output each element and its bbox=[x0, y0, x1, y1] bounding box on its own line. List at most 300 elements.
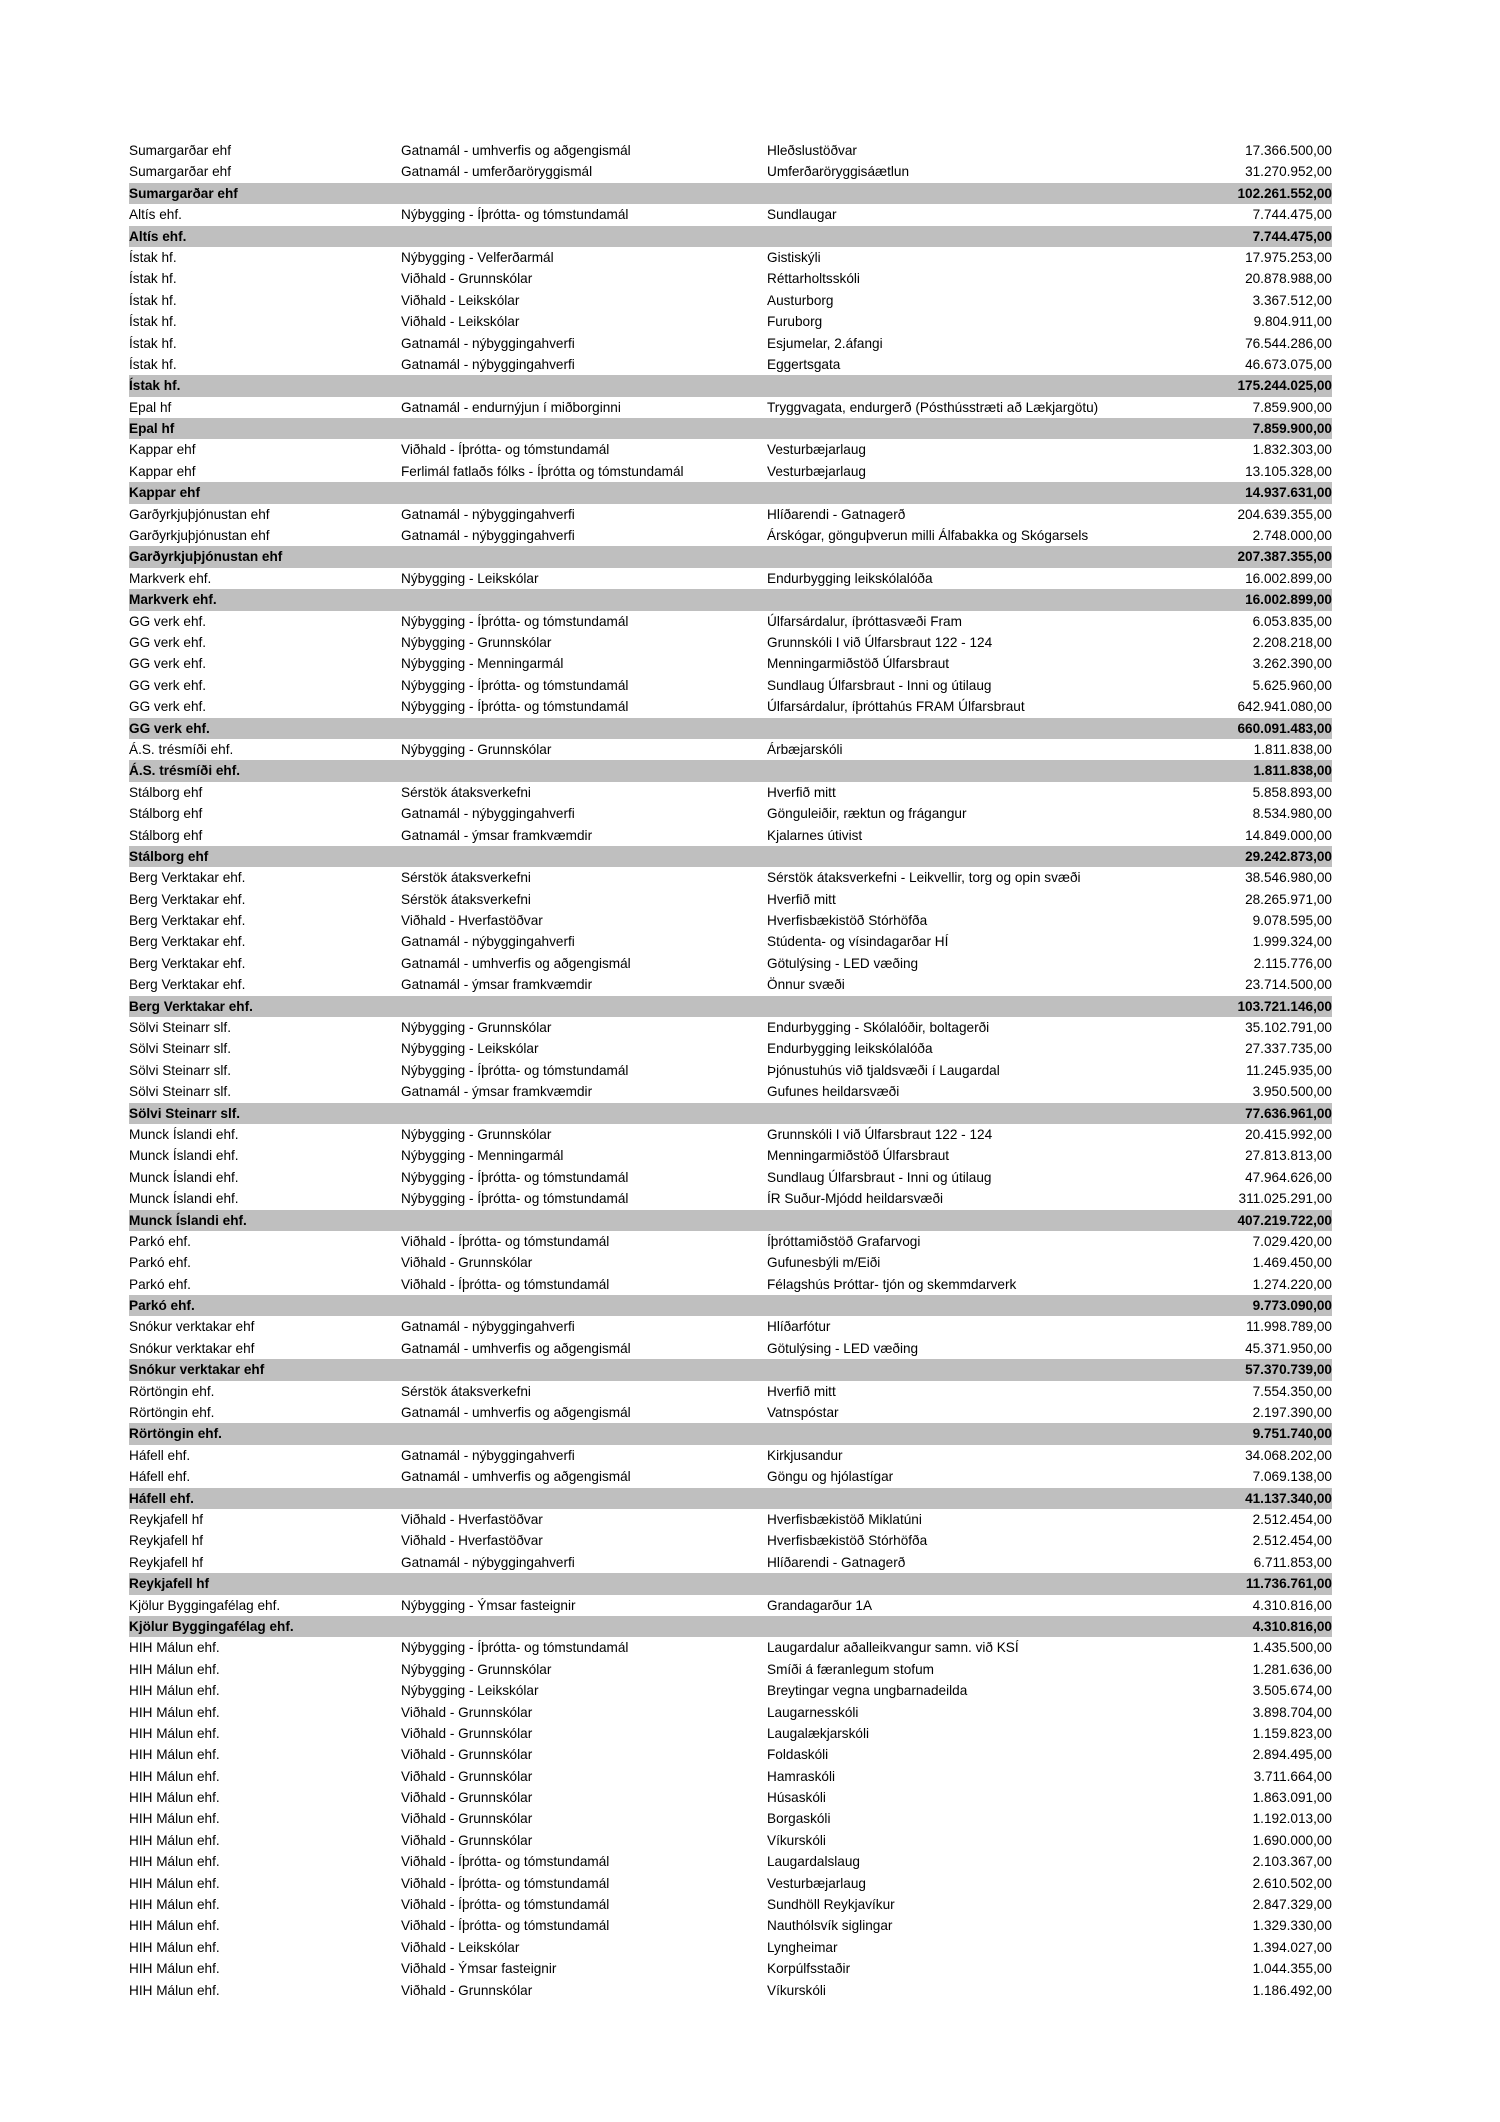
category-cell bbox=[401, 1616, 767, 1637]
amount-cell: 47.964.626,00 bbox=[1245, 1169, 1332, 1185]
table-row bbox=[129, 525, 1332, 546]
category-cell: Gatnamál - nýbyggingahverfi bbox=[401, 528, 575, 544]
subtotal-row bbox=[129, 718, 1332, 739]
company-cell: Snókur verktakar ehf bbox=[129, 1362, 265, 1378]
subtotal-row bbox=[129, 1573, 1332, 1594]
project-cell bbox=[767, 1103, 1177, 1124]
project-cell: Víkurskóli bbox=[767, 1982, 826, 1998]
project-cell: Laugardalslaug bbox=[767, 1854, 860, 1870]
category-cell: Nýbygging - Íþrótta- og tómstundamál bbox=[401, 207, 629, 223]
category-cell: Gatnamál - nýbyggingahverfi bbox=[401, 335, 575, 351]
amount-cell: 76.544.286,00 bbox=[1245, 335, 1332, 351]
amount-cell: 41.137.340,00 bbox=[1245, 1490, 1332, 1506]
project-cell bbox=[767, 482, 1177, 503]
amount-cell: 1.274.220,00 bbox=[1252, 1276, 1332, 1292]
table-row bbox=[129, 1787, 1332, 1808]
amount-cell: 1.044.355,00 bbox=[1252, 1961, 1332, 1977]
project-cell: Árbæjarskóli bbox=[767, 741, 843, 757]
amount-cell: 17.366.500,00 bbox=[1245, 143, 1332, 158]
company-cell: Munck Íslandi ehf. bbox=[129, 1191, 239, 1207]
amount-cell: 9.751.740,00 bbox=[1252, 1426, 1332, 1442]
company-cell: Ístak hf. bbox=[129, 292, 177, 308]
project-cell bbox=[767, 1359, 1177, 1380]
project-cell bbox=[767, 1616, 1177, 1637]
category-cell: Gatnamál - nýbyggingahverfi bbox=[401, 806, 575, 822]
project-cell: Sundlaugar bbox=[767, 207, 837, 223]
project-cell: Íþróttamiðstöð Grafarvogi bbox=[767, 1233, 921, 1249]
amount-cell: 14.937.631,00 bbox=[1245, 485, 1332, 501]
project-cell: Úlfarsárdalur, íþróttahús FRAM Úlfarsbraut bbox=[767, 699, 1025, 715]
table-row bbox=[129, 803, 1332, 824]
category-cell: Nýbygging - Leikskólar bbox=[401, 570, 539, 586]
category-cell: Gatnamál - nýbyggingahverfi bbox=[401, 1319, 575, 1335]
project-cell: Hlíðarendi - Gatnagerð bbox=[767, 1554, 906, 1570]
company-cell: Stálborg ehf bbox=[129, 806, 203, 822]
company-cell: Berg Verktakar ehf. bbox=[129, 955, 246, 971]
table-row bbox=[129, 1038, 1332, 1059]
project-cell: Vatnspóstar bbox=[767, 1405, 839, 1421]
amount-cell: 2.610.502,00 bbox=[1252, 1875, 1332, 1891]
table-row bbox=[129, 439, 1332, 460]
amount-cell: 1.435.500,00 bbox=[1252, 1640, 1332, 1656]
company-cell: Háfell ehf. bbox=[129, 1490, 194, 1506]
amount-cell: 20.415.992,00 bbox=[1245, 1126, 1332, 1142]
amount-cell: 3.950.500,00 bbox=[1252, 1084, 1332, 1100]
project-cell: Umferðaröryggisáætlun bbox=[767, 164, 910, 180]
project-cell: Önnur svæði bbox=[767, 977, 845, 993]
table-row bbox=[129, 1316, 1332, 1337]
table-row bbox=[129, 1808, 1332, 1829]
company-cell: Berg Verktakar ehf. bbox=[129, 998, 253, 1014]
subtotal-row bbox=[129, 1616, 1332, 1637]
company-cell: Garðyrkjuþjónustan ehf bbox=[129, 528, 270, 544]
table-row bbox=[129, 1723, 1332, 1744]
table-row bbox=[129, 825, 1332, 846]
subtotal-row bbox=[129, 226, 1332, 247]
company-cell: Berg Verktakar ehf. bbox=[129, 891, 246, 907]
category-cell: Viðhald - Grunnskólar bbox=[401, 1811, 533, 1827]
table-row bbox=[129, 1702, 1332, 1723]
company-cell: Reykjafell hf bbox=[129, 1576, 210, 1592]
category-cell: Nýbygging - Íþrótta- og tómstundamál bbox=[401, 1062, 629, 1078]
category-cell: Viðhald - Grunnskólar bbox=[401, 1255, 533, 1271]
subtotal-row bbox=[129, 760, 1332, 781]
category-cell: Viðhald - Leikskólar bbox=[401, 292, 520, 308]
project-cell: Hlíðarendi - Gatnagerð bbox=[767, 506, 906, 522]
project-cell: Grunnskóli I við Úlfarsbraut 122 - 124 bbox=[767, 1126, 993, 1142]
amount-cell: 1.192.013,00 bbox=[1252, 1811, 1332, 1827]
table-row bbox=[129, 1274, 1332, 1295]
amount-cell: 2.894.495,00 bbox=[1252, 1747, 1332, 1763]
category-cell: Viðhald - Leikskólar bbox=[401, 1939, 520, 1955]
category-cell: Viðhald - Íþrótta- og tómstundamál bbox=[401, 1918, 610, 1934]
category-cell: Nýbygging - Íþrótta- og tómstundamál bbox=[401, 677, 629, 693]
table-row bbox=[129, 1894, 1332, 1915]
category-cell: Nýbygging - Menningarmál bbox=[401, 656, 564, 672]
amount-cell: 7.744.475,00 bbox=[1252, 207, 1332, 223]
amount-cell: 3.262.390,00 bbox=[1252, 656, 1332, 672]
amount-cell: 28.265.971,00 bbox=[1245, 891, 1332, 907]
company-cell: GG verk ehf. bbox=[129, 634, 207, 650]
company-cell: HIH Málun ehf. bbox=[129, 1683, 220, 1699]
table-row bbox=[129, 1830, 1332, 1851]
company-cell: Sölvi Steinarr slf. bbox=[129, 1062, 231, 1078]
project-cell bbox=[767, 760, 1177, 781]
amount-cell: 1.281.636,00 bbox=[1252, 1661, 1332, 1677]
company-cell: HIH Málun ehf. bbox=[129, 1939, 220, 1955]
table-row bbox=[129, 1145, 1332, 1166]
table-row bbox=[129, 1124, 1332, 1145]
subtotal-row bbox=[129, 546, 1332, 567]
amount-cell: 1.811.838,00 bbox=[1253, 763, 1332, 779]
company-cell: Berg Verktakar ehf. bbox=[129, 913, 246, 929]
amount-cell: 7.029.420,00 bbox=[1252, 1233, 1332, 1249]
subtotal-row bbox=[129, 375, 1332, 396]
category-cell: Nýbygging - Leikskólar bbox=[401, 1041, 539, 1057]
company-cell: Markverk ehf. bbox=[129, 570, 212, 586]
category-cell: Sérstök átaksverkefni bbox=[401, 891, 531, 907]
amount-cell: 57.370.739,00 bbox=[1245, 1362, 1332, 1378]
amount-cell: 34.068.202,00 bbox=[1245, 1447, 1332, 1463]
company-cell: Berg Verktakar ehf. bbox=[129, 934, 246, 950]
amount-cell: 1.863.091,00 bbox=[1252, 1790, 1332, 1806]
amount-cell: 175.244.025,00 bbox=[1237, 378, 1332, 394]
table-row bbox=[129, 247, 1332, 268]
project-cell: Kirkjusandur bbox=[767, 1447, 843, 1463]
project-cell: Austurborg bbox=[767, 292, 834, 308]
company-cell: Stálborg ehf bbox=[129, 848, 209, 864]
category-cell: Viðhald - Íþrótta- og tómstundamál bbox=[401, 1875, 610, 1891]
company-cell: Ístak hf. bbox=[129, 378, 181, 394]
category-cell: Gatnamál - ýmsar framkvæmdir bbox=[401, 977, 593, 993]
project-cell: Esjumelar, 2.áfangi bbox=[767, 335, 883, 351]
category-cell: Viðhald - Hverfastöðvar bbox=[401, 913, 543, 929]
amount-cell: 23.714.500,00 bbox=[1245, 977, 1332, 993]
table-row bbox=[129, 696, 1332, 717]
category-cell: Nýbygging - Íþrótta- og tómstundamál bbox=[401, 1191, 629, 1207]
project-cell: Húsaskóli bbox=[767, 1790, 826, 1806]
amount-cell: 35.102.791,00 bbox=[1245, 1020, 1332, 1036]
category-cell: Gatnamál - umferðaröryggismál bbox=[401, 164, 593, 180]
project-cell: Laugalækjarskóli bbox=[767, 1725, 870, 1741]
subtotal-row bbox=[129, 1423, 1332, 1444]
category-cell: Sérstök átaksverkefni bbox=[401, 784, 531, 800]
amount-cell: 7.069.138,00 bbox=[1252, 1469, 1332, 1485]
category-cell bbox=[401, 183, 767, 204]
amount-cell: 7.859.900,00 bbox=[1252, 421, 1332, 437]
project-cell: Lyngheimar bbox=[767, 1939, 838, 1955]
company-cell: Ístak hf. bbox=[129, 314, 177, 330]
project-cell: Hverfið mitt bbox=[767, 1383, 836, 1399]
company-cell: GG verk ehf. bbox=[129, 613, 207, 629]
amount-cell: 4.310.816,00 bbox=[1252, 1597, 1332, 1613]
company-cell: Sumargarðar ehf bbox=[129, 164, 232, 180]
amount-cell: 8.534.980,00 bbox=[1252, 806, 1332, 822]
table-row bbox=[129, 504, 1332, 525]
amount-cell: 2.748.000,00 bbox=[1252, 528, 1332, 544]
table-row bbox=[129, 1873, 1332, 1894]
project-cell: Vesturbæjarlaug bbox=[767, 463, 866, 479]
amount-cell: 5.625.960,00 bbox=[1252, 677, 1332, 693]
table-row bbox=[129, 889, 1332, 910]
table-row bbox=[129, 1017, 1332, 1038]
amount-cell: 16.002.899,00 bbox=[1245, 592, 1332, 608]
project-cell bbox=[767, 1210, 1177, 1231]
table-row bbox=[129, 1188, 1332, 1209]
subtotal-row bbox=[129, 589, 1332, 610]
project-cell: Hverfisbækistöð Stórhöfða bbox=[767, 1533, 928, 1549]
project-cell: Þjónustuhús við tjaldsvæði í Laugardal bbox=[767, 1062, 1000, 1078]
amount-cell: 3.367.512,00 bbox=[1252, 292, 1332, 308]
amount-cell: 6.053.835,00 bbox=[1252, 613, 1332, 629]
company-cell: Háfell ehf. bbox=[129, 1469, 191, 1485]
category-cell: Nýbygging - Grunnskólar bbox=[401, 741, 552, 757]
category-cell bbox=[401, 482, 767, 503]
project-cell: Úlfarsárdalur, íþróttasvæði Fram bbox=[767, 613, 962, 629]
category-cell: Nýbygging - Ýmsar fasteignir bbox=[401, 1597, 576, 1613]
amount-cell: 1.159.823,00 bbox=[1252, 1725, 1332, 1741]
company-cell: Sölvi Steinarr slf. bbox=[129, 1084, 231, 1100]
project-cell: Hverfið mitt bbox=[767, 784, 836, 800]
company-cell: Á.S. trésmíði ehf. bbox=[129, 763, 241, 779]
project-cell bbox=[767, 1295, 1177, 1316]
company-cell: Rörtöngin ehf. bbox=[129, 1383, 215, 1399]
table-row bbox=[129, 1381, 1332, 1402]
amount-cell: 17.975.253,00 bbox=[1245, 249, 1332, 265]
company-cell: Kappar ehf bbox=[129, 463, 196, 479]
project-cell bbox=[767, 546, 1177, 567]
category-cell: Gatnamál - nýbyggingahverfi bbox=[401, 934, 575, 950]
amount-cell: 11.736.761,00 bbox=[1245, 1576, 1332, 1592]
subtotal-row bbox=[129, 1210, 1332, 1231]
category-cell: Viðhald - Grunnskólar bbox=[401, 1747, 533, 1763]
project-cell: Laugardalur aðalleikvangur samn. við KSÍ bbox=[767, 1640, 1019, 1656]
project-cell: Laugarnesskóli bbox=[767, 1704, 859, 1720]
company-cell: Sölvi Steinarr slf. bbox=[129, 1020, 231, 1036]
project-cell: Endurbygging - Skólalóðir, boltagerði bbox=[767, 1020, 990, 1036]
amount-cell: 31.270.952,00 bbox=[1245, 164, 1332, 180]
amount-cell: 207.387.355,00 bbox=[1237, 549, 1332, 565]
category-cell: Viðhald - Grunnskólar bbox=[401, 271, 533, 287]
project-cell: Stúdenta- og vísindagarðar HÍ bbox=[767, 934, 949, 950]
amount-cell: 1.811.838,00 bbox=[1253, 741, 1332, 757]
amount-cell: 4.310.816,00 bbox=[1252, 1618, 1332, 1634]
category-cell: Nýbygging - Íþrótta- og tómstundamál bbox=[401, 1640, 629, 1656]
category-cell bbox=[401, 418, 767, 439]
category-cell: Gatnamál - nýbyggingahverfi bbox=[401, 356, 575, 372]
table-row bbox=[129, 675, 1332, 696]
table-row bbox=[129, 1509, 1332, 1530]
company-cell: Sölvi Steinarr slf. bbox=[129, 1041, 231, 1057]
project-cell: Menningarmiðstöð Úlfarsbraut bbox=[767, 1148, 950, 1164]
subtotal-row bbox=[129, 183, 1332, 204]
subtotal-row bbox=[129, 418, 1332, 439]
category-cell: Nýbygging - Íþrótta- og tómstundamál bbox=[401, 699, 629, 715]
category-cell: Sérstök átaksverkefni bbox=[401, 870, 531, 886]
company-cell: Ístak hf. bbox=[129, 249, 177, 265]
company-cell: Stálborg ehf bbox=[129, 827, 203, 843]
amount-cell: 11.245.935,00 bbox=[1246, 1062, 1332, 1078]
amount-cell: 1.186.492,00 bbox=[1252, 1982, 1332, 1998]
project-cell: Vesturbæjarlaug bbox=[767, 442, 866, 458]
category-cell: Gatnamál - umhverfis og aðgengismál bbox=[401, 1405, 631, 1421]
amount-cell: 3.898.704,00 bbox=[1252, 1704, 1332, 1720]
project-cell: Hverfisbækistöð Miklatúni bbox=[767, 1512, 922, 1527]
company-cell: Altís ehf. bbox=[129, 207, 182, 223]
table-row bbox=[129, 653, 1332, 674]
table-row bbox=[129, 204, 1332, 225]
table-row bbox=[129, 1744, 1332, 1765]
company-cell: Ístak hf. bbox=[129, 356, 177, 372]
company-cell: Kappar ehf bbox=[129, 485, 201, 501]
amount-cell: 2.208.218,00 bbox=[1252, 634, 1332, 650]
company-cell: Reykjafell hf bbox=[129, 1533, 204, 1549]
subtotal-row bbox=[129, 1295, 1332, 1316]
company-cell: Sumargarðar ehf bbox=[129, 185, 238, 201]
table-row bbox=[129, 782, 1332, 803]
category-cell: Viðhald - Grunnskólar bbox=[401, 1790, 533, 1806]
company-cell: HIH Málun ehf. bbox=[129, 1918, 220, 1934]
project-cell: Hlíðarfótur bbox=[767, 1319, 831, 1335]
project-cell: Hleðslustöðvar bbox=[767, 143, 857, 158]
company-cell: HIH Málun ehf. bbox=[129, 1768, 220, 1784]
project-cell bbox=[767, 226, 1177, 247]
project-cell: Sundhöll Reykjavíkur bbox=[767, 1897, 895, 1913]
amount-cell: 13.105.328,00 bbox=[1245, 463, 1332, 479]
table-row bbox=[129, 632, 1332, 653]
company-cell: GG verk ehf. bbox=[129, 677, 207, 693]
table-row bbox=[129, 1595, 1332, 1616]
category-cell: Viðhald - Íþrótta- og tómstundamál bbox=[401, 442, 610, 458]
project-cell: Gönguleiðir, ræktun og frágangur bbox=[767, 806, 967, 822]
amount-cell: 1.999.324,00 bbox=[1252, 934, 1332, 950]
table-row bbox=[129, 1552, 1332, 1573]
project-cell: Hamraskóli bbox=[767, 1768, 835, 1784]
company-cell: Kappar ehf bbox=[129, 442, 196, 458]
category-cell bbox=[401, 1210, 767, 1231]
project-cell: Réttarholtsskóli bbox=[767, 271, 860, 287]
company-cell: Kjölur Byggingafélag ehf. bbox=[129, 1597, 281, 1613]
amount-cell: 14.849.000,00 bbox=[1245, 827, 1332, 843]
table-row bbox=[129, 1958, 1332, 1979]
project-cell bbox=[767, 1573, 1177, 1594]
table-row bbox=[129, 461, 1332, 482]
project-cell: Götulýsing - LED væðing bbox=[767, 955, 919, 971]
project-cell: Nauthólsvík siglingar bbox=[767, 1918, 893, 1934]
category-cell: Viðhald - Hverfastöðvar bbox=[401, 1512, 543, 1527]
category-cell: Viðhald - Grunnskólar bbox=[401, 1768, 533, 1784]
amount-cell: 5.858.893,00 bbox=[1252, 784, 1332, 800]
category-cell bbox=[401, 375, 767, 396]
project-cell: ÍR Suður-Mjódd heildarsvæði bbox=[767, 1191, 944, 1207]
table-row bbox=[129, 1915, 1332, 1936]
amount-cell: 2.512.454,00 bbox=[1252, 1512, 1332, 1527]
amount-cell: 1.832.303,00 bbox=[1252, 442, 1332, 458]
project-cell: Árskógar, gönguþverun milli Álfabakka og Skógarsels bbox=[767, 528, 1089, 544]
company-cell: HIH Málun ehf. bbox=[129, 1875, 220, 1891]
company-cell: Snókur verktakar ehf bbox=[129, 1340, 255, 1356]
company-cell: Epal hf bbox=[129, 399, 172, 415]
table-row bbox=[129, 568, 1332, 589]
category-cell: Sérstök átaksverkefni bbox=[401, 1383, 531, 1399]
table-row bbox=[129, 1402, 1332, 1423]
amount-cell: 1.394.027,00 bbox=[1252, 1939, 1332, 1955]
company-cell: Garðyrkjuþjónustan ehf bbox=[129, 506, 270, 522]
amount-cell: 2.512.454,00 bbox=[1252, 1533, 1332, 1549]
company-cell: Reykjafell hf bbox=[129, 1512, 204, 1527]
project-cell bbox=[767, 418, 1177, 439]
table-row bbox=[129, 397, 1332, 418]
table-row bbox=[129, 1766, 1332, 1787]
table-row bbox=[129, 1937, 1332, 1958]
project-cell: Víkurskóli bbox=[767, 1832, 826, 1848]
category-cell: Gatnamál - umhverfis og aðgengismál bbox=[401, 1340, 631, 1356]
category-cell bbox=[401, 589, 767, 610]
subtotal-row bbox=[129, 482, 1332, 503]
company-cell: Berg Verktakar ehf. bbox=[129, 977, 246, 993]
category-cell: Nýbygging - Íþrótta- og tómstundamál bbox=[401, 1169, 629, 1185]
company-cell: Rörtöngin ehf. bbox=[129, 1426, 222, 1442]
table-row bbox=[129, 161, 1332, 182]
amount-cell: 27.813.813,00 bbox=[1245, 1148, 1332, 1164]
subtotal-row bbox=[129, 1359, 1332, 1380]
company-cell: Parkó ehf. bbox=[129, 1255, 191, 1271]
category-cell bbox=[401, 1295, 767, 1316]
amount-cell: 2.847.329,00 bbox=[1252, 1897, 1332, 1913]
company-cell: HIH Málun ehf. bbox=[129, 1747, 220, 1763]
company-cell: Reykjafell hf bbox=[129, 1554, 204, 1570]
category-cell: Viðhald - Íþrótta- og tómstundamál bbox=[401, 1897, 610, 1913]
subtotal-row bbox=[129, 846, 1332, 867]
category-cell: Gatnamál - ýmsar framkvæmdir bbox=[401, 1084, 593, 1100]
amount-cell: 46.673.075,00 bbox=[1245, 356, 1332, 372]
table-row bbox=[129, 1680, 1332, 1701]
company-cell: Munck Íslandi ehf. bbox=[129, 1126, 239, 1142]
project-cell: Tryggvagata, endurgerð (Pósthússtræti að Lækjargötu) bbox=[767, 399, 1099, 415]
table-row bbox=[129, 268, 1332, 289]
project-cell: Foldaskóli bbox=[767, 1747, 829, 1763]
company-cell: HIH Málun ehf. bbox=[129, 1661, 220, 1677]
company-cell: Altís ehf. bbox=[129, 228, 187, 244]
amount-cell: 1.690.000,00 bbox=[1252, 1832, 1332, 1848]
company-cell: Parkó ehf. bbox=[129, 1233, 191, 1249]
company-cell: Markverk ehf. bbox=[129, 592, 217, 608]
category-cell: Viðhald - Leikskólar bbox=[401, 314, 520, 330]
category-cell: Gatnamál - nýbyggingahverfi bbox=[401, 506, 575, 522]
company-cell: Munck Íslandi ehf. bbox=[129, 1169, 239, 1185]
company-cell: HIH Málun ehf. bbox=[129, 1790, 220, 1806]
subtotal-row bbox=[129, 1488, 1332, 1509]
project-cell: Sundlaug Úlfarsbraut - Inni og útilaug bbox=[767, 677, 992, 693]
category-cell: Viðhald - Hverfastöðvar bbox=[401, 1533, 543, 1549]
category-cell bbox=[401, 226, 767, 247]
category-cell bbox=[401, 760, 767, 781]
project-cell bbox=[767, 996, 1177, 1017]
project-cell bbox=[767, 718, 1177, 739]
company-cell: HIH Málun ehf. bbox=[129, 1640, 220, 1656]
project-cell: Vesturbæjarlaug bbox=[767, 1875, 866, 1891]
company-cell: HIH Málun ehf. bbox=[129, 1811, 220, 1827]
table-row bbox=[129, 739, 1332, 760]
category-cell bbox=[401, 1423, 767, 1444]
project-cell: Grunnskóli I við Úlfarsbraut 122 - 124 bbox=[767, 634, 993, 650]
category-cell: Nýbygging - Grunnskólar bbox=[401, 1126, 552, 1142]
table-row bbox=[129, 354, 1332, 375]
contract-table bbox=[129, 140, 1332, 2001]
table-row bbox=[129, 931, 1332, 952]
table-row bbox=[129, 974, 1332, 995]
amount-cell: 642.941.080,00 bbox=[1237, 699, 1332, 715]
